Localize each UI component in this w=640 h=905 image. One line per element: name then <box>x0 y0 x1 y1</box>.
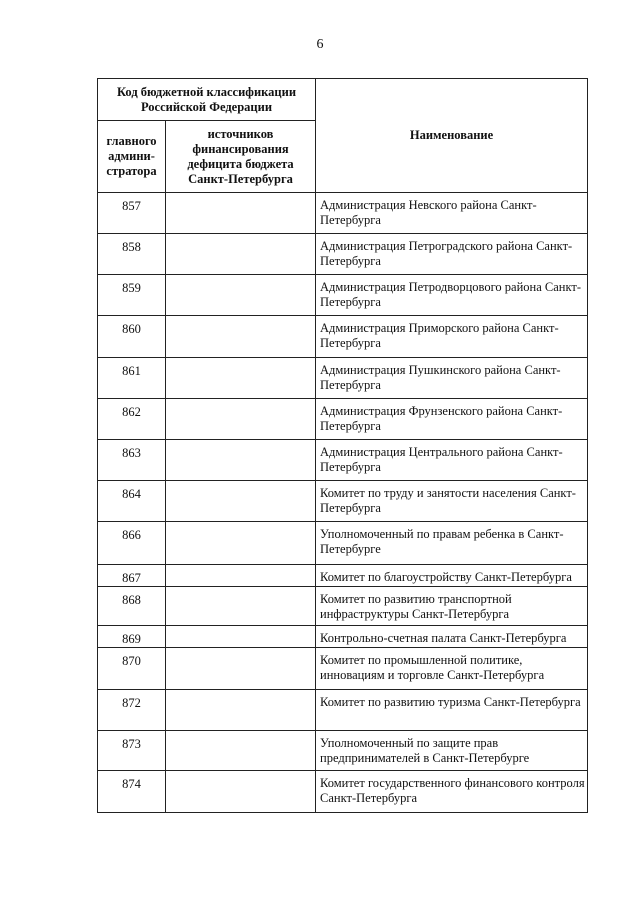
table-row <box>98 626 588 648</box>
sources-cell <box>166 731 316 771</box>
admin-code-cell: 860 <box>98 316 166 358</box>
table-row <box>98 481 588 522</box>
admin-code-cell: 872 <box>98 690 166 731</box>
name-cell: Комитет по развитию туризма Санкт-Петербурга <box>316 690 588 731</box>
sources-cell <box>166 481 316 522</box>
admin-code-cell: 866 <box>98 522 166 565</box>
name-cell: Комитет по промышленной политике, инновациям и торговле Санкт-Петербурга <box>316 648 588 690</box>
name-cell: Уполномоченный по защите прав предпринимателей в Санкт-Петербурге <box>316 731 588 771</box>
table-row <box>98 193 588 234</box>
table-row <box>98 440 588 481</box>
sources-cell <box>166 771 316 813</box>
admin-code-cell: 864 <box>98 481 166 522</box>
header-sources-column: источников финансирования дефицита бюджета Санкт-Петербурга <box>166 121 316 193</box>
sources-cell <box>166 399 316 440</box>
name-cell: Комитет по благоустройству Санкт-Петербурга <box>316 565 588 587</box>
table-row <box>98 358 588 399</box>
table-row <box>98 587 588 626</box>
table-row <box>98 522 588 565</box>
table-row <box>98 565 588 587</box>
table-row <box>98 648 588 690</box>
admin-code-cell: 874 <box>98 771 166 813</box>
budget-classification-table <box>97 78 588 813</box>
admin-code-cell: 859 <box>98 275 166 316</box>
name-cell: Администрация Пушкинского района Санкт-Петербурга <box>316 358 588 399</box>
header-name-column: Наименование <box>316 79 588 193</box>
admin-code-cell: 873 <box>98 731 166 771</box>
header-group-title: Код бюджетной классификации Российской Федерации <box>98 79 316 121</box>
table-row <box>98 690 588 731</box>
table-row <box>98 731 588 771</box>
sources-cell <box>166 358 316 399</box>
sources-cell <box>166 316 316 358</box>
sources-cell <box>166 440 316 481</box>
admin-code-cell: 867 <box>98 565 166 587</box>
name-cell: Комитет по развитию транспортной инфраструктуры Санкт-Петербурга <box>316 587 588 626</box>
name-cell: Администрация Петродворцового района Санкт-Петербурга <box>316 275 588 316</box>
name-cell: Администрация Центрального района Санкт-Петербурга <box>316 440 588 481</box>
page-number: 6 <box>316 37 324 52</box>
admin-code-cell: 863 <box>98 440 166 481</box>
sources-cell <box>166 193 316 234</box>
admin-code-cell: 870 <box>98 648 166 690</box>
sources-cell <box>166 565 316 587</box>
sources-cell <box>166 626 316 648</box>
admin-code-cell: 862 <box>98 399 166 440</box>
sources-cell <box>166 234 316 275</box>
header-admin-column: главного админи-стратора <box>98 121 166 193</box>
sources-cell <box>166 275 316 316</box>
admin-code-cell: 869 <box>98 626 166 648</box>
name-cell: Администрация Приморского района Санкт-Петербурга <box>316 316 588 358</box>
table-row <box>98 399 588 440</box>
name-cell: Контрольно-счетная палата Санкт-Петербурга <box>316 626 588 648</box>
sources-cell <box>166 648 316 690</box>
table-row <box>98 771 588 813</box>
sources-cell <box>166 690 316 731</box>
table-row <box>98 275 588 316</box>
name-cell: Администрация Петроградского района Санкт-Петербурга <box>316 234 588 275</box>
name-cell: Администрация Невского района Санкт-Петербурга <box>316 193 588 234</box>
table-row <box>98 316 588 358</box>
admin-code-cell: 858 <box>98 234 166 275</box>
name-cell: Комитет по труду и занятости населения Санкт-Петербурга <box>316 481 588 522</box>
name-cell: Уполномоченный по правам ребенка в Санкт-Петербурге <box>316 522 588 565</box>
admin-code-cell: 861 <box>98 358 166 399</box>
name-cell: Комитет государственного финансового контроля Санкт-Петербурга <box>316 771 588 813</box>
table-row <box>98 234 588 275</box>
admin-code-cell: 868 <box>98 587 166 626</box>
sources-cell <box>166 587 316 626</box>
sources-cell <box>166 522 316 565</box>
name-cell: Администрация Фрунзенского района Санкт-Петербурга <box>316 399 588 440</box>
admin-code-cell: 857 <box>98 193 166 234</box>
